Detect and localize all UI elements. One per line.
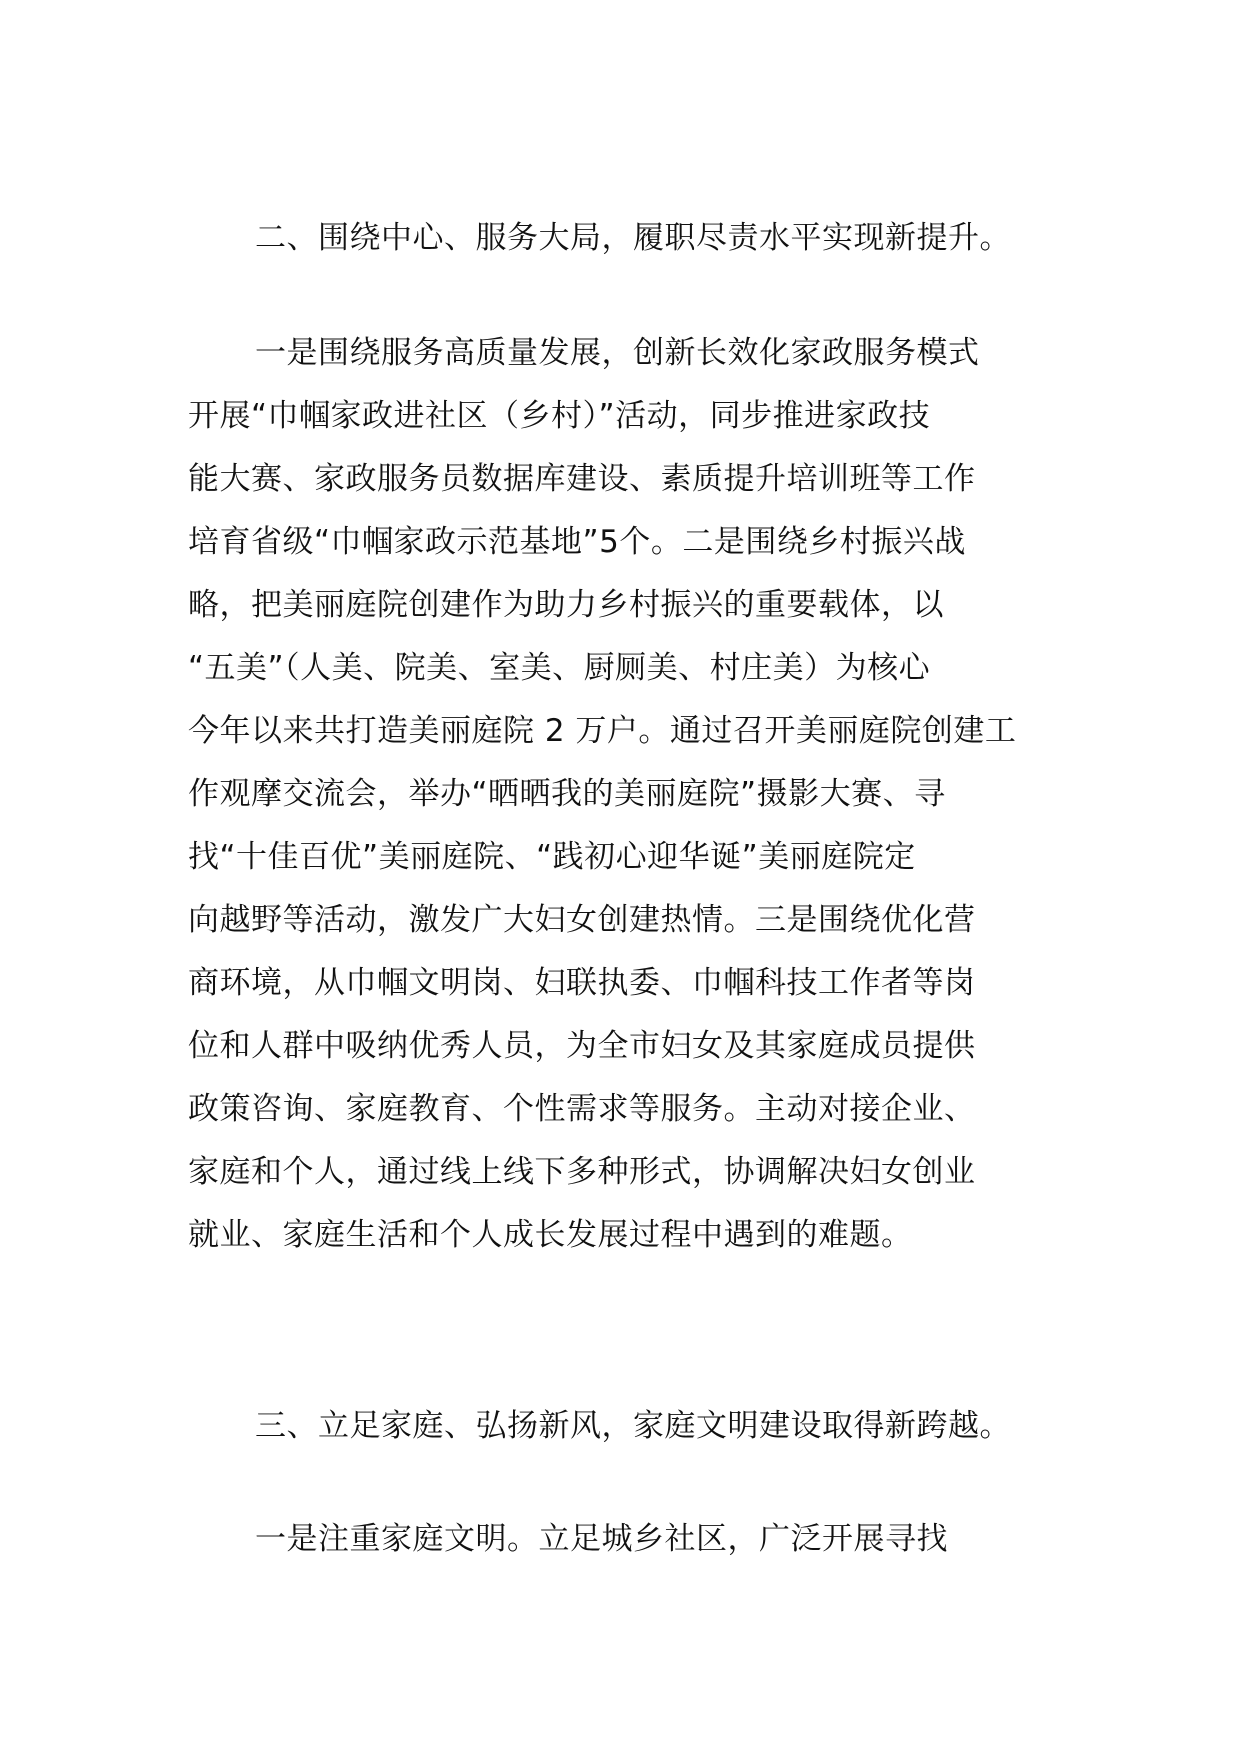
paragraph-line: 作观摩交流会，举办“晒晒我的美丽庭院”摄影大赛、寻	[188, 776, 946, 812]
paragraph-line: 一是围绕服务高质量发展，创新长效化家政服务模式	[255, 335, 980, 371]
paragraph-line: 就业、家庭生活和个人成长发展过程中遇到的难题。	[188, 1217, 913, 1253]
paragraph-line: “五美”（人美、院美、室美、厨厕美、村庄美）为核心	[188, 650, 931, 686]
section-2-heading: 二、围绕中心、服务大局，履职尽责水平实现新提升。	[255, 220, 1011, 256]
paragraph-line: 位和人群中吸纳优秀人员，为全市妇女及其家庭成员提供	[188, 1028, 976, 1064]
section-2-paragraph	[188, 322, 1058, 1267]
paragraph-line: 培育省级“巾帼家政示范基地”5个。二是围绕乡村振兴战	[188, 524, 966, 560]
section-3-heading: 三、立足家庭、弘扬新风，家庭文明建设取得新跨越。	[255, 1408, 1011, 1444]
section-3-paragraph	[188, 1508, 1058, 1571]
paragraph-line: 开展“巾帼家政进社区（乡村）”活动，同步推进家政技	[188, 398, 931, 434]
paragraph-line: 政策咨询、家庭教育、个性需求等服务。主动对接企业、	[188, 1091, 976, 1127]
paragraph-line: 能大赛、家政服务员数据库建设、素质提升培训班等工作	[188, 461, 976, 497]
paragraph-line: 商环境，从巾帼文明岗、妇联执委、巾帼科技工作者等岗	[188, 965, 976, 1001]
paragraph-line: 向越野等活动，激发广大妇女创建热情。三是围绕优化营	[188, 902, 976, 938]
paragraph-line: 家庭和个人，通过线上线下多种形式，协调解决妇女创业	[188, 1154, 976, 1190]
paragraph-line: 找“十佳百优”美丽庭院、“践初心迎华诞”美丽庭院定	[188, 839, 916, 875]
paragraph-line: 今年以来共打造美丽庭院 2 万户。通过召开美丽庭院创建工	[188, 713, 1017, 749]
paragraph-line: 略，把美丽庭院创建作为助力乡村振兴的重要载体，以	[188, 587, 944, 623]
paragraph-line: 一是注重家庭文明。立足城乡社区，广泛开展寻找	[255, 1521, 948, 1557]
